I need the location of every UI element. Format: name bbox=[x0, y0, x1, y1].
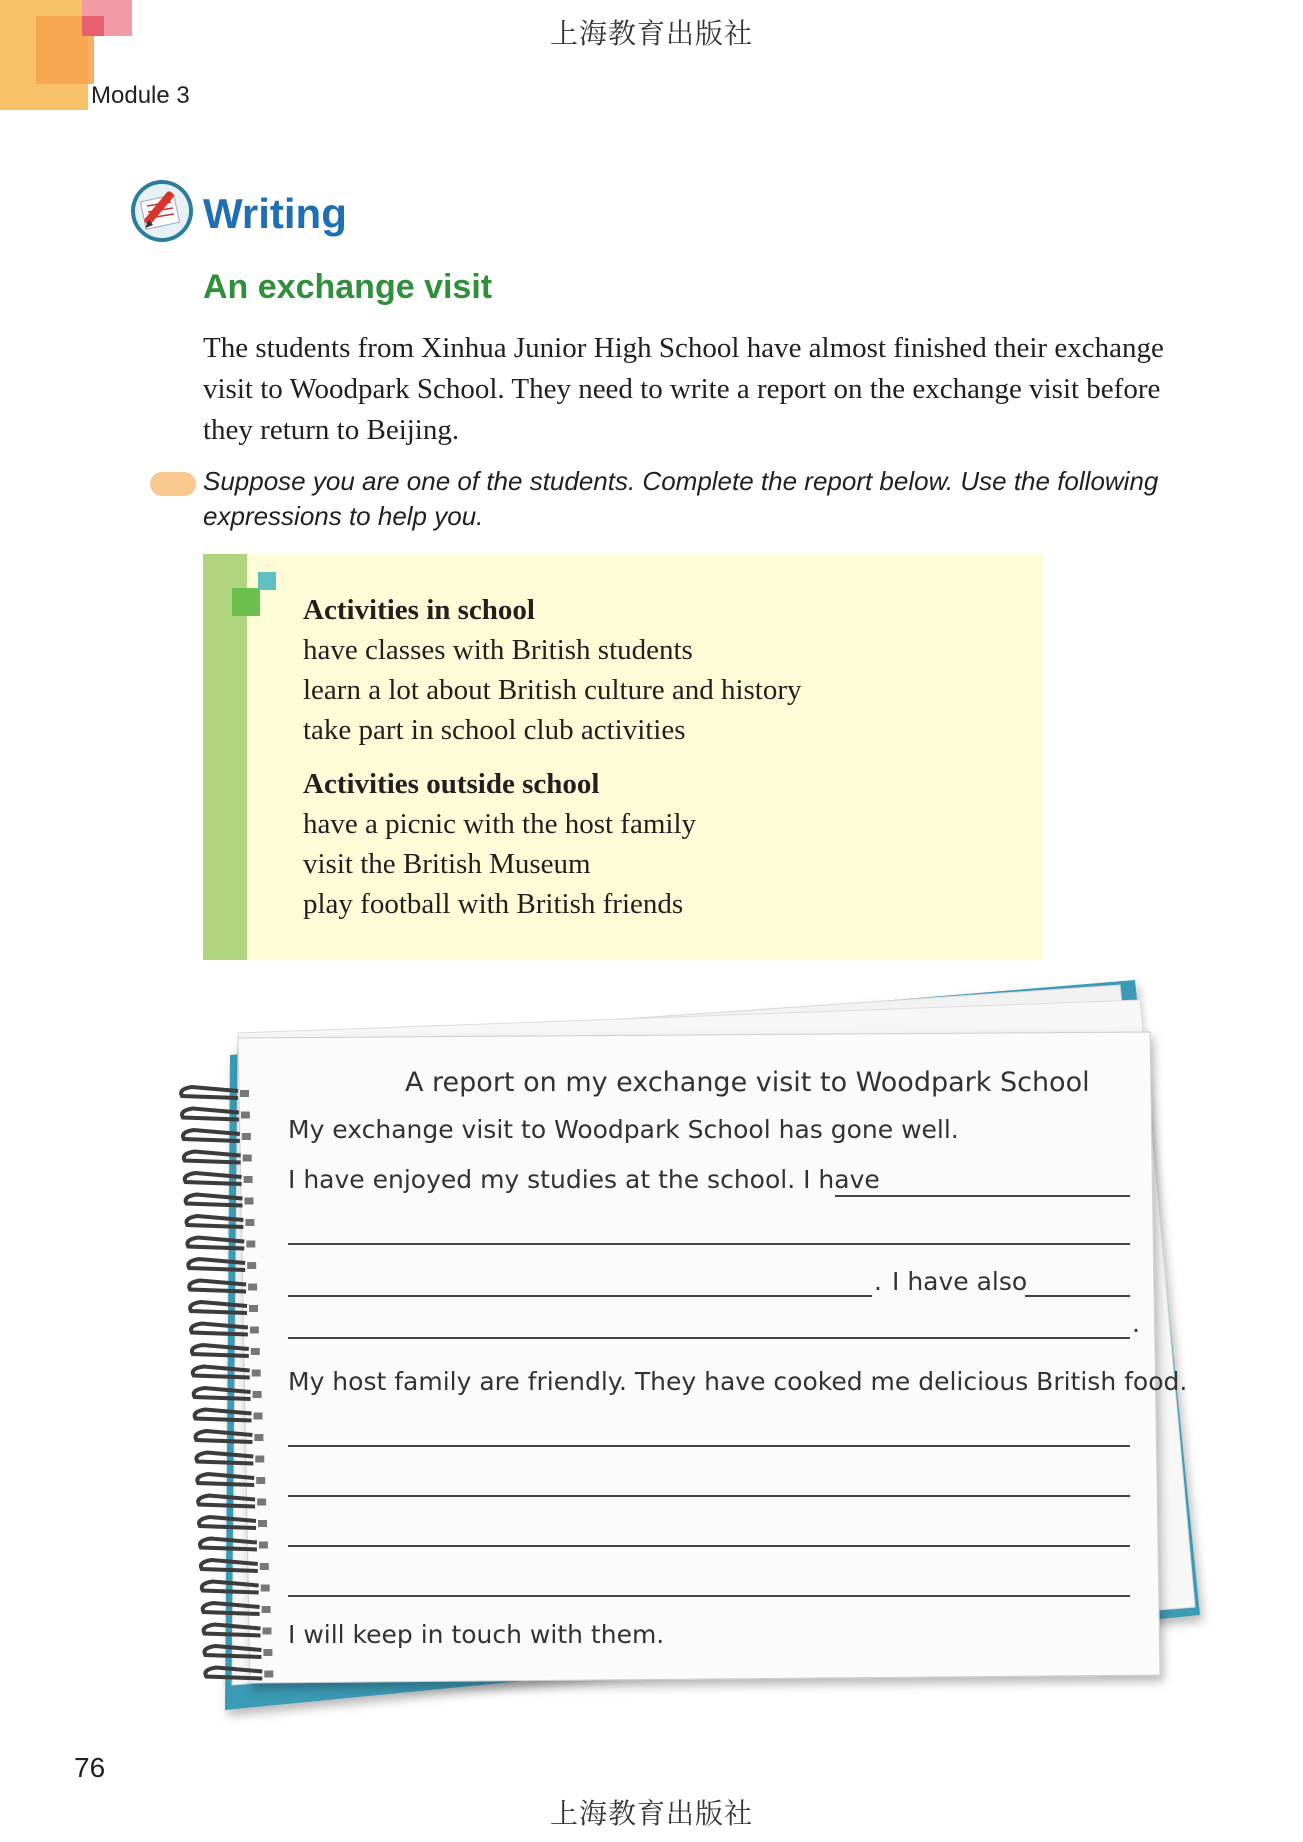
publisher-footer: 上海教育出版社 bbox=[549, 1797, 753, 1830]
box-decoration bbox=[232, 588, 260, 616]
binding-hole bbox=[255, 1456, 264, 1463]
binding-hole bbox=[257, 1499, 266, 1506]
binding-hole bbox=[253, 1391, 262, 1398]
binding-hole bbox=[254, 1434, 263, 1441]
expression-item: play football with British friends bbox=[303, 888, 684, 920]
expressions-list bbox=[303, 590, 802, 924]
binding-hole bbox=[264, 1671, 273, 1678]
report-punctuation: . bbox=[1132, 1309, 1140, 1338]
answer-blank[interactable] bbox=[288, 1445, 1130, 1447]
binding-hole bbox=[260, 1563, 269, 1570]
section-title: Writing bbox=[203, 190, 347, 237]
binding-hole bbox=[250, 1327, 259, 1334]
binding-hole bbox=[248, 1284, 257, 1291]
binding-hole bbox=[256, 1477, 265, 1484]
binding-hole bbox=[249, 1305, 258, 1312]
binding-hole bbox=[247, 1262, 256, 1269]
pen-on-paper-icon bbox=[129, 178, 195, 244]
binding-hole bbox=[263, 1628, 272, 1635]
binding-hole bbox=[245, 1198, 254, 1205]
report-title: A report on my exchange visit to Woodpark School bbox=[405, 1067, 1090, 1098]
binding-hole bbox=[244, 1176, 253, 1183]
binding-hole bbox=[263, 1649, 272, 1656]
report-line: I have also bbox=[892, 1267, 1028, 1296]
expression-item: learn a lot about British culture and history bbox=[303, 674, 802, 706]
binding-hole bbox=[246, 1241, 255, 1248]
box-decoration bbox=[258, 572, 276, 590]
intro-paragraph: The students from Xinhua Junior High School have almost finished their exchange visit to Woodpark School. They need to write a report on the exchange visit before they return to Beijing. bbox=[203, 332, 1164, 446]
report-line: I have enjoyed my studies at the school. I have bbox=[288, 1165, 880, 1194]
binding-hole bbox=[241, 1112, 250, 1119]
binding-hole bbox=[251, 1348, 260, 1355]
binding-hole bbox=[258, 1520, 267, 1527]
report-line: My exchange visit to Woodpark School has gone well. bbox=[288, 1115, 959, 1144]
spiral-ring bbox=[181, 1087, 238, 1098]
report-punctuation: . bbox=[874, 1267, 882, 1296]
report-line: My host family are friendly. They have cooked me delicious British food. bbox=[288, 1367, 1188, 1396]
expression-item: visit the British Museum bbox=[303, 848, 591, 880]
binding-hole bbox=[261, 1585, 270, 1592]
instruction-text: Suppose you are one of the students. Complete the report below. Use the following expressions to help you. bbox=[203, 466, 1159, 531]
publisher-header: 上海教育出版社 bbox=[549, 17, 753, 50]
answer-blank[interactable] bbox=[288, 1595, 1130, 1597]
answer-blank[interactable] bbox=[835, 1195, 1130, 1197]
binding-hole bbox=[245, 1219, 254, 1226]
section-subtitle: An exchange visit bbox=[203, 268, 493, 306]
report-line: I will keep in touch with them. bbox=[288, 1620, 665, 1649]
instruction-bullet bbox=[150, 472, 196, 496]
answer-blank[interactable] bbox=[288, 1495, 1130, 1497]
binding-hole bbox=[242, 1133, 251, 1140]
report-notebook bbox=[0, 975, 1303, 1735]
binding-hole bbox=[243, 1155, 252, 1162]
group-heading: Activities in school bbox=[303, 594, 535, 626]
expression-item: have a picnic with the host family bbox=[303, 808, 697, 840]
binding-hole bbox=[240, 1090, 249, 1097]
expression-item: take part in school club activities bbox=[303, 714, 686, 746]
expression-item: have classes with British students bbox=[303, 634, 693, 666]
group-heading: Activities outside school bbox=[303, 768, 600, 800]
answer-blank[interactable] bbox=[288, 1545, 1130, 1547]
binding-hole bbox=[262, 1606, 271, 1613]
answer-blank[interactable] bbox=[288, 1295, 872, 1297]
binding-hole bbox=[254, 1413, 263, 1420]
page-number: 76 bbox=[74, 1752, 106, 1783]
answer-blank[interactable] bbox=[288, 1337, 1130, 1339]
binding-hole bbox=[252, 1370, 261, 1377]
binding-hole bbox=[259, 1542, 268, 1549]
answer-blank[interactable] bbox=[1025, 1295, 1130, 1297]
module-label: Module 3 bbox=[91, 82, 190, 109]
answer-blank[interactable] bbox=[288, 1243, 1130, 1245]
